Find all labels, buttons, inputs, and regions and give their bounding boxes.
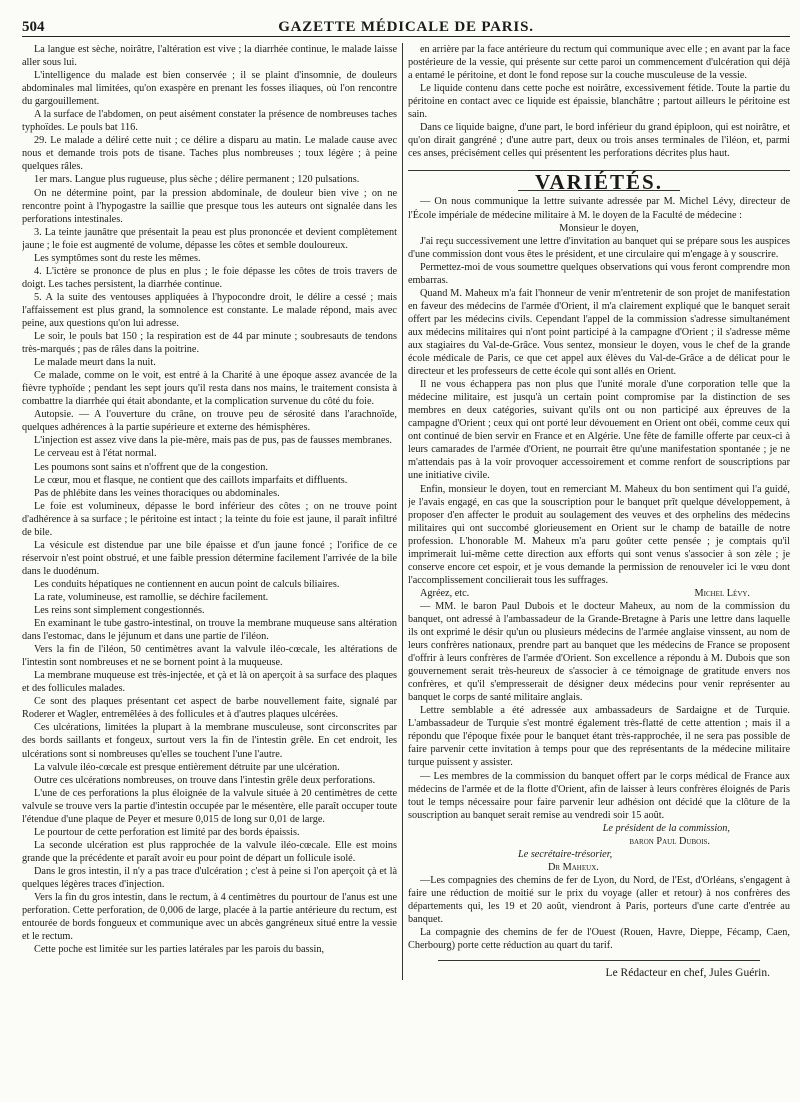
page-header (22, 14, 790, 37)
letter-intro: — On nous communique la lettre suivante adressée par M. Michel Lévy, directeur de l'École impériale de médecine militaire à M. le doyen de la Faculté de médecine : (408, 196, 790, 221)
paragraph: Ce sont des plaques présentant cet aspect de barbe nouvellement faite, signalé par Roderer et Wagler, entremêlées à des follicules et à d'autres plaques ulcérées. (22, 696, 397, 721)
paragraph: 3. La teinte jaunâtre que présentait la peau est plus prononcée et devient complètement jaune ; le foie est augmenté de volume, dépasse les côtes et semble douloureux. (22, 226, 397, 251)
paragraph: Vers la fin du gros intestin, dans le rectum, à 4 centimètres du pourtour de l'anus est une perforation. Cette perforation, de 0,006 de large, placée à la partie antérieure du rectum, est entourée de bords fongueux et communique avec un abcès gangréneux situé entre la vessie et le rectum. (22, 892, 397, 943)
editor-signature: Le Rédacteur en chef, Jules Guérin. (605, 967, 770, 980)
paragraph: La langue est sèche, noirâtre, l'altération est vive ; la diarrhée continue, le malade laisse aller sous lui. (22, 44, 397, 69)
two-column-body (22, 43, 790, 980)
paragraph: Les poumons sont sains et n'offrent que de la congestion. (34, 461, 268, 473)
letter-paragraph: Enfin, monsieur le doyen, tout en remerciant M. Maheux du bon sentiment qui l'a guidé, je l'avais engagé, en cas que la souscription pour le banquet prît quelque développement, à proposer d'en affecter le produit au soulagement des veuves et des orphelins des médecins militaires qui ont succombé glorieusement en Orient sur le champ de bataille de notre profession. L'honorable M. Maheux m'a paru goûter cette pensée ; je comptais qu'il imprimerait lui-même cette direction aux efforts qui sont venus s'associer à son zèle ; je conserve encore cet espoir, et je vous demande la permission de renouveler ici le vœu dont l'accomplissement concilierait tous les suffrages. (408, 483, 790, 586)
paragraph: On ne détermine point, par la pression abdominale, de douleur bien vive ; on ne rencontre point à l'hypogastre la saillie que presque tous les auteurs ont signalée dans les perforations intestinales. (22, 187, 397, 225)
paragraph: en arrière par la face antérieure du rectum qui communique avec elle ; en avant par la face postérieure de la vessie, qui présente sur cette paroi un commencement d'ulcération qui déjà a entamé le péritoine, et dont le fond repose sur la couche musculeuse de la vessie. (408, 44, 790, 82)
closing-text: Agréez, etc. (420, 587, 470, 599)
letter-paragraph: Quand M. Maheux m'a fait l'honneur de venir m'entretenir de son projet de manifestation en faveur des médecins de l'armée d'Orient, il m'a clairement expliqué que le banquet serait offert par les médecins civils. Cependant l'appel de la commission s'adresse simultanément aux médecins militaires qui n'ont point participé à la campagne d'Orient ; il s'adresse même aux stagiaires du Val-de-Grâce. Vous sentez, monsieur le doyen, vous le chef de la grande école médicale de Paris, ce que cet appel aux élèves du Val-de-Grâce a de délicat pour le directeur et les professeurs de cette école qui sont allés en Orient. (408, 287, 790, 378)
news-paragraph: — Les membres de la commission du banquet offert par le corps médical de France aux médecins de l'armée et de la flotte d'Orient, afin de laisser à leurs confrères éloignés de Paris tout le temps nécessaire pour faire parvenir leur adhésion ont décidé que la clôture de la souscription au banquet serait remise au vendredi soir 15 août. (408, 770, 790, 821)
news-paragraph: Lettre semblable a été adressée aux ambassadeurs de Sardaigne et de Turquie. L'ambassadeur de Turquie s'est montré également très-flatté de cette attention ; mais il a répondu que l'époque fixée pour le banquet étant très-rapprochée, il ne sera pas possible de faire parvenir cette invitation à temps pour que des représentants de la médecine militaire turque puissent y assister. (408, 705, 790, 769)
secretary-name: Dr Maheux. (548, 861, 599, 873)
paragraph: La valvule iléo-cœcale est presque entièrement détruite par une ulcération. (34, 761, 340, 773)
paragraph: Ces ulcérations, limitées la plupart à la membrane musculeuse, sont circonscrites par des bords saillants et fongeux, surtout vers la fin de l'intestin grêle. En cet endroit, les ulcérations sont si nombreuses qu'elles se touchent l'une l'autre. (22, 722, 397, 760)
news-paragraph: — MM. le baron Paul Dubois et le docteur Maheux, au nom de la commission du banquet, ont adressé à l'ambassadeur de la Grande-Bretagne à Paris une lettre dans laquelle ils ont exprimé le désir qu'un ou plusieurs médecins de l'armée anglaise vinssent, au nom de leurs confrères nationaux, prendre part au banquet que les médecins de France se proposent d'offrir à leurs confrères de l'armée d'Orient. Son excellence a répondu à M. Dubois que son gouvernement serait très-heureux de s'associer à ce témoignage de gratitude envers nos confrères, et qu'il s'empresserait de désigner deux médecins pour venir représenter au banquet le corps de santé militaire anglais. (408, 600, 790, 704)
paragraph: Ce malade, comme on le voit, est entré à la Charité à une époque assez avancée de la fièvre typhoïde ; pendant les sept jours qu'il resta dans nos mains, le traitement consista à combattre la diarrhée qui était abondante, et la complication survenue du côté du foie. (22, 370, 397, 408)
letter-paragraph: Permettez-moi de vous soumettre quelques observations qui vous feront comprendre mon embarras. (408, 261, 790, 286)
left-column (22, 43, 397, 980)
paragraph: Pas de phlébite dans les veines thoraciques ou abdominales. (34, 487, 280, 499)
paragraph: Les conduits hépatiques ne contiennent en aucun point de calculs biliaires. (34, 578, 340, 590)
paragraph: Le pourtour de cette perforation est limité par des bords épaissis. (34, 826, 300, 838)
paragraph: Autopsie. — A l'ouverture du crâne, on trouve peu de sérosité dans l'arachnoïde, quelques adhérences à la partie supérieure et externe des hémisphères. (22, 409, 397, 434)
paragraph: 4. L'ictère se prononce de plus en plus ; le foie dépasse les côtes de trois travers de doigt. Les taches persistent, la diarrhée continue. (22, 265, 397, 290)
page-number: 504 (22, 19, 45, 35)
paragraph: Le liquide contenu dans cette poche est noirâtre, excessivement fétide. Toute la partie du péritoine en contact avec ce liquide est épaissie, blanchâtre ; partout ailleurs le péritoine est sain. (408, 83, 790, 121)
paragraph: La seconde ulcération est plus rapprochée de la valvule iléo-cœcale. Elle est moins grande que la précédente et paraît avoir eu pour point de départ un follicule isolé. (22, 839, 397, 864)
paragraph: Le soir, le pouls bat 150 ; la respiration est de 44 par minute ; soubresauts de tendons très-marqués ; pas de râles dans la poitrine. (22, 331, 397, 356)
column-divider (402, 43, 403, 980)
letter-closing (408, 587, 790, 600)
letter-salutation: Monsieur le doyen, (559, 222, 639, 234)
paragraph: Les symptômes sont du reste les mêmes. (34, 252, 201, 264)
secretary-title: Le secrétaire-trésorier, (518, 848, 613, 860)
railway-paragraph: La compagnie des chemins de fer de l'Ouest (Rouen, Havre, Dieppe, Fécamp, Caen, Cherbourg) porte cette réduction au quart du tarif. (408, 927, 790, 952)
paragraph: A la surface de l'abdomen, on peut aisément constater la présence de nombreuses taches typhoïdes. Le pouls bat 116. (22, 109, 397, 134)
letter-body (408, 235, 790, 587)
railway-paragraph: —Les compagnies des chemins de fer de Lyon, du Nord, de l'Est, d'Orléans, s'engagent à faire une réduction de moitié sur le prix du voyage (aller et retour) à nos confrères des départements qui, les 19 et 20 août, viendront à Paris, porteurs d'une carte d'entrée au banquet. (408, 874, 790, 926)
autopsy-continuation (408, 43, 790, 160)
paragraph: Dans le gros intestin, il n'y a pas trace d'ulcération ; c'est à peine si l'on aperçoit çà et là quelques légères traces d'injection. (22, 865, 397, 890)
paragraph: En examinant le tube gastro-intestinal, on trouve la membrane muqueuse sans altération dans l'estomac, dans le jéjunum et dans une partie de l'iléon. (22, 618, 397, 643)
paragraph: 29. Le malade a déliré cette nuit ; ce délire a disparu au matin. Le malade cause avec nous et demande trois pots de tisane. Taches plus nombreuses ; toux légère ; à peine quelques râles. (22, 135, 397, 173)
paragraph: La vésicule est distendue par une bile épaisse et d'un jaune foncé ; l'orifice de ce réservoir n'est point obstrué, et une faible pression détermine facilement l'arrivée de la bile dans le duodénum. (22, 539, 397, 577)
paragraph: Le foie est volumineux, dépasse le bord inférieur des côtes ; on ne trouve point d'adhérence à sa surface ; le péritoine est intact ; la teinte du foie est jaune, il paraît infiltré de bile. (22, 500, 397, 538)
right-column (408, 43, 790, 980)
letter-paragraph: Il ne vous échappera pas non plus que l'unité morale d'une corporation telle que la médecine militaire, est jusqu'à un certain point compromise par la distinction de ses membres en deux catégories, suivant qu'ils ont ou non participé aux épreuves de la campagne d'Orient ; ceux qui ont porté leur dévouement en Orient ont obéi, comme ceux qui ont continué de bien servir en France et en Algérie. Une fête de famille offerte par ceux-ci à leurs camarades de l'armée d'Orient, ne pourrait être qu'une manifestation spontanée ; je ne m'attendais pas à la voir provoquer accessoirement et comme renfort de souscriptions par une initiative civile. (408, 379, 790, 482)
paragraph: 5. A la suite des ventouses appliquées à l'hypocondre droit, le délire a cessé ; mais l'affaissement est plus grand, la somnolence est constante. Le malade répond, mais avec peine, aux questions qu'on lui adresse. (22, 291, 397, 329)
paragraph: Dans ce liquide baigne, d'une part, le bord inférieur du grand épiploon, qui est noirâtre, et qu'on dirait gangréné ; d'une autre part, deux ou trois anses terminales de l'iléon, et, parmi ces anses, précisément celles qui présentent les perforations décrites plus haut. (408, 122, 790, 160)
letter-paragraph: J'ai reçu successivement une lettre d'invitation au banquet qui se prépare sous les auspices d'une commission dont vous êtes le président, et une circulaire qui m'engage à y souscrire. (408, 235, 790, 260)
paragraph: Cette poche est limitée sur les parties latérales par les parois du bassin, (34, 944, 325, 956)
paragraph: La membrane muqueuse est très-injectée, et çà et là on aperçoit à sa surface des plaques et des follicules malades. (22, 670, 397, 695)
president-name: baron Paul Dubois. (629, 835, 710, 847)
paragraph: 1er mars. Langue plus rugueuse, plus sèche ; délire permanent ; 120 pulsations. (34, 174, 360, 186)
paragraph: Outre ces ulcérations nombreuses, on trouve dans l'intestin grêle deux perforations. (34, 774, 376, 786)
paragraph: Le cœur, mou et flasque, ne contient que des caillots imparfaits et diffluents. (34, 474, 348, 486)
letter-signature: Michel Lévy. (694, 587, 750, 599)
section-title-varietes: VARIÉTÉS. (408, 176, 790, 189)
paragraph: Les reins sont simplement congestionnés. (34, 605, 205, 617)
president-title: Le président de la commission, (602, 822, 730, 834)
separator-line (438, 960, 760, 961)
paragraph: L'intelligence du malade est bien conservée ; il se plaint d'insomnie, de douleurs abdominales mal limitées, qu'on exaspère en prenant les fosses iliaques, où l'on rencontre du gargouillement. (22, 70, 397, 108)
paragraph: L'injection est assez vive dans la pie-mère, mais pas de pus, pas de fausses membranes. (34, 435, 392, 447)
journal-title: GAZETTE MÉDICALE DE PARIS. (278, 19, 534, 35)
paragraph: La rate, volumineuse, est ramollie, se déchire facilement. (34, 591, 269, 603)
paragraph: Vers la fin de l'iléon, 50 centimètres avant la valvule iléo-cœcale, les altérations de l'intestin sont nombreuses et ne se bornent point à la muqueuse. (22, 644, 397, 669)
embassy-paragraphs (408, 600, 790, 822)
paragraph: Le malade meurt dans la nuit. (34, 357, 156, 369)
paragraph: L'une de ces perforations la plus éloignée de la valvule située à 20 centimètres de cette valvule se trouve vers la partie d'intestin occupée par le mésentère, elle paraît occuper toute l'étendue d'une plaque de Peyer et mesure 0,015 de long sur 0,01 de large. (22, 787, 397, 825)
railway-paragraphs (408, 874, 790, 952)
paragraph: Le cerveau est à l'état normal. (34, 448, 157, 460)
